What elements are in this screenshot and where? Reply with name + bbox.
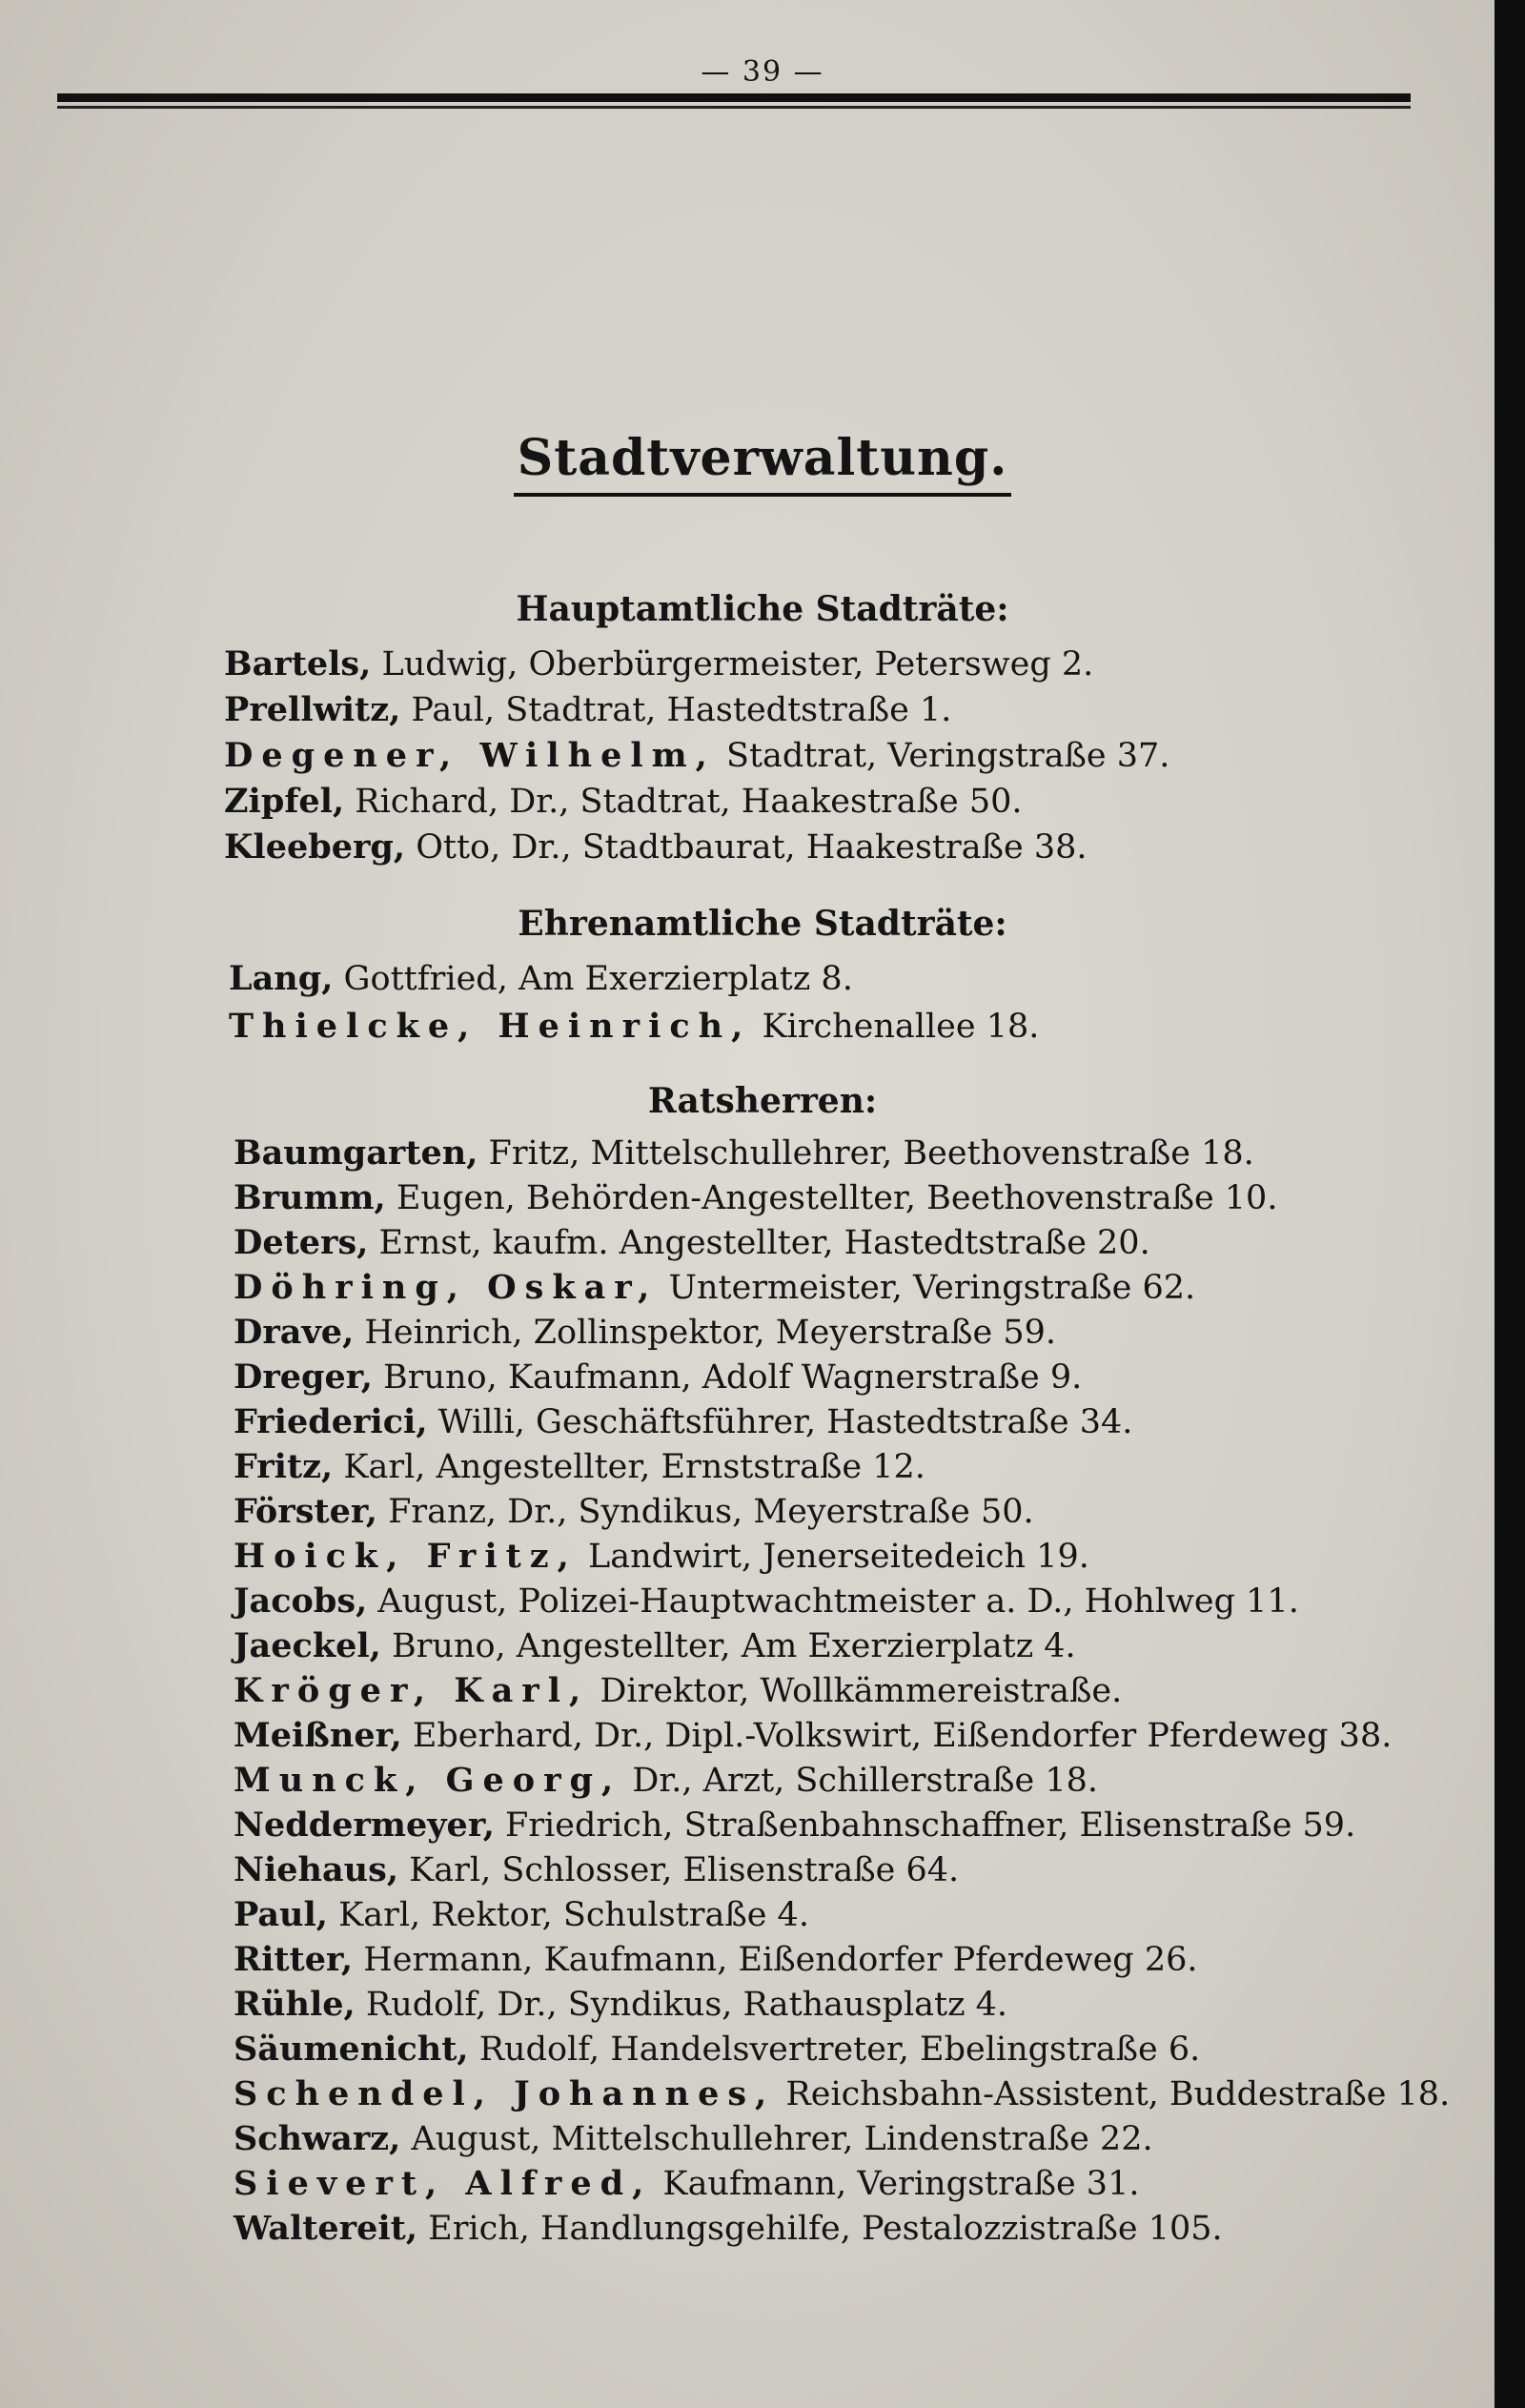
- entry-details: Ernst, kaufm. Angestellter, Hastedtstraße 20.: [368, 1224, 1150, 1262]
- list-item: [234, 2208, 1223, 2250]
- entry-name: Dreger,: [234, 1357, 373, 1397]
- list-item: [234, 1625, 1076, 1667]
- list-item: [234, 2118, 1153, 2160]
- entry-name: Bartels,: [224, 644, 372, 684]
- entry-details: Friedrich, Straßenbahnschaffner, Elisenstraße 59.: [494, 1806, 1356, 1845]
- list-item: [234, 1805, 1355, 1847]
- entry-name: Schendel, Johannes,: [234, 2074, 776, 2113]
- entry-name: Lang,: [229, 959, 334, 998]
- entry-details: Erich, Handlungsgehilfe, Pestalozzistraße 105.: [417, 2210, 1223, 2248]
- list-item: [234, 1849, 959, 1891]
- list-item: [229, 958, 853, 1000]
- entry-name: Zipfel,: [224, 782, 345, 821]
- entry-name: Deters,: [234, 1223, 369, 1262]
- entry-name: Drave,: [234, 1313, 355, 1352]
- entry-name: Döhring, Oskar,: [234, 1268, 659, 1307]
- list-item: [234, 1581, 1299, 1622]
- entry-name: Paul,: [234, 1895, 328, 1934]
- entry-name: Säumenicht,: [234, 2030, 469, 2069]
- entry-details: Hermann, Kaufmann, Eißendorfer Pferdeweg 26.: [353, 1941, 1198, 1979]
- entry-details: Bruno, Kaufmann, Adolf Wagnerstraße 9.: [372, 1358, 1083, 1397]
- entry-details: August, Mittelschullehrer, Lindenstraße 22.: [400, 2120, 1153, 2158]
- list-item: [234, 1357, 1082, 1398]
- entry-details: Kirchenallee 18.: [751, 1008, 1040, 1046]
- entry-name: Kleeberg,: [224, 827, 406, 867]
- list-item: [234, 1446, 925, 1488]
- entry-details: Otto, Dr., Stadtbaurat, Haakestraße 38.: [405, 828, 1088, 867]
- entry-details: Paul, Stadtrat, Hastedtstraße 1.: [400, 691, 952, 729]
- list-item: [229, 1006, 1039, 1048]
- scan-edge: [1494, 0, 1525, 2408]
- list-item: [224, 689, 951, 731]
- entry-name: Friederici,: [234, 1402, 428, 1441]
- entry-details: Karl, Rektor, Schulstraße 4.: [327, 1896, 809, 1934]
- entry-details: Direktor, Wollkämmereistraße.: [589, 1672, 1123, 1710]
- entry-details: Rudolf, Handelsvertreter, Ebelingstraße 6.: [468, 2030, 1201, 2069]
- entry-name: Thielcke, Heinrich,: [229, 1007, 752, 1046]
- list-item: [234, 1267, 1195, 1309]
- list-item: [234, 1312, 1056, 1354]
- header-rule: [57, 93, 1411, 102]
- section-heading-ratsherren: Ratsherren:: [647, 1081, 878, 1121]
- list-item: [234, 1715, 1392, 1757]
- entry-details: Karl, Schlosser, Elisenstraße 64.: [398, 1851, 960, 1889]
- entry-details: Franz, Dr., Syndikus, Meyerstraße 50.: [376, 1493, 1034, 1531]
- entry-details: Heinrich, Zollinspektor, Meyerstraße 59.: [354, 1314, 1057, 1352]
- entry-name: Sievert, Alfred,: [234, 2164, 653, 2203]
- list-item: [224, 643, 1093, 685]
- entry-name: Waltereit,: [234, 2209, 418, 2248]
- list-item: [234, 2163, 1139, 2205]
- title-container: [0, 429, 1525, 497]
- entry-details: Kaufmann, Veringstraße 31.: [652, 2165, 1140, 2203]
- entry-details: Landwirt, Jenerseitedeich 19.: [577, 1538, 1089, 1576]
- entry-name: Ritter,: [234, 1940, 354, 1979]
- entry-details: Ludwig, Oberbürgermeister, Petersweg 2.: [371, 645, 1094, 684]
- entry-name: Jacobs,: [234, 1582, 368, 1621]
- entry-details: Willi, Geschäftsführer, Hastedtstraße 34.: [427, 1403, 1133, 1441]
- entry-name: Meißner,: [234, 1716, 402, 1755]
- entry-name: Rühle,: [234, 1985, 356, 2024]
- entry-name: Schwarz,: [234, 2119, 401, 2158]
- list-item: [234, 1401, 1132, 1443]
- entry-name: Hoick, Fritz,: [234, 1537, 578, 1576]
- page-title: Stadtverwaltung.: [514, 429, 1012, 497]
- entry-details: Untermeister, Veringstraße 62.: [658, 1269, 1196, 1307]
- entry-details: Dr., Arzt, Schillerstraße 18.: [621, 1762, 1099, 1800]
- list-item: [234, 1939, 1198, 1981]
- entry-name: Fritz,: [234, 1447, 334, 1486]
- entry-details: Eberhard, Dr., Dipl.-Volkswirt, Eißendorfer Pferdeweg 38.: [401, 1717, 1393, 1755]
- list-item: [224, 735, 1169, 777]
- list-item: [224, 826, 1087, 868]
- header-rule-thin: [57, 106, 1411, 109]
- list-item: [234, 1177, 1277, 1219]
- list-item: [234, 1536, 1089, 1578]
- entry-details: Richard, Dr., Stadtrat, Haakestraße 50.: [344, 783, 1023, 821]
- list-item: [234, 1670, 1122, 1712]
- section-heading-ehrenamtliche: Ehrenamtliche Stadträte:: [518, 904, 1007, 944]
- list-item: [234, 1760, 1098, 1802]
- list-item: [224, 781, 1023, 823]
- entry-name: Baumgarten,: [234, 1133, 478, 1173]
- entry-name: Neddermeyer,: [234, 1806, 495, 1845]
- page-number: — 39 —: [701, 55, 824, 89]
- entry-details: Stadtrat, Veringstraße 37.: [715, 737, 1170, 775]
- entry-details: Rudolf, Dr., Syndikus, Rathausplatz 4.: [355, 1986, 1008, 2024]
- list-item: [234, 1222, 1150, 1264]
- entry-details: August, Polizei-Hauptwachtmeister a. D., Hohlweg 11.: [367, 1582, 1299, 1621]
- entry-name: Kröger, Karl,: [234, 1671, 590, 1710]
- entry-name: Förster,: [234, 1492, 377, 1531]
- section-heading-hauptamtliche: Hauptamtliche Stadträte:: [516, 589, 1009, 629]
- list-item: [234, 2073, 1450, 2115]
- list-item: [234, 1491, 1034, 1533]
- entry-name: Munck, Georg,: [234, 1761, 622, 1800]
- entry-details: Fritz, Mittelschullehrer, Beethovenstraße 18.: [478, 1134, 1254, 1173]
- entry-details: Bruno, Angestellter, Am Exerzierplatz 4.: [380, 1627, 1076, 1665]
- entry-details: Reichsbahn-Assistent, Buddestraße 18.: [775, 2075, 1451, 2113]
- list-item: [234, 2029, 1200, 2071]
- entry-details: Gottfried, Am Exerzierplatz 8.: [333, 960, 853, 998]
- list-item: [234, 1984, 1007, 2026]
- entry-name: Brumm,: [234, 1178, 386, 1217]
- list-item: [234, 1133, 1254, 1174]
- entry-details: Eugen, Behörden-Angestellter, Beethovenstraße 10.: [385, 1179, 1278, 1217]
- entry-name: Degener, Wilhelm,: [224, 736, 716, 775]
- list-item: [234, 1894, 809, 1936]
- entry-name: Niehaus,: [234, 1850, 399, 1889]
- entry-name: Jaeckel,: [234, 1626, 381, 1665]
- entry-details: Karl, Angestellter, Ernststraße 12.: [333, 1448, 925, 1486]
- entry-name: Prellwitz,: [224, 690, 401, 729]
